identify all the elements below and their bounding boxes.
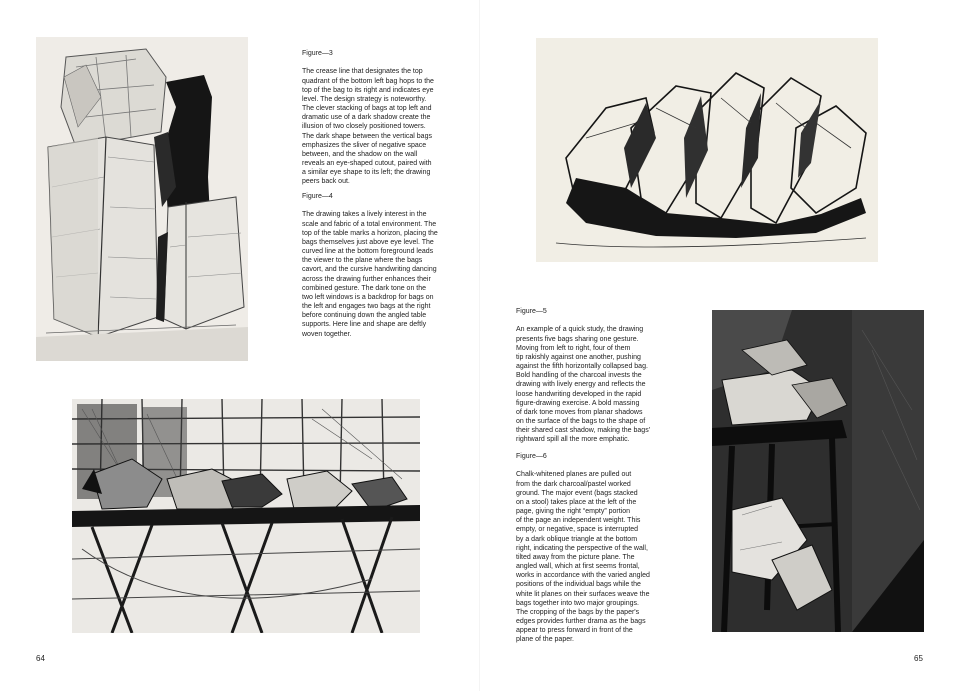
caption-label: Figure—4 xyxy=(302,193,333,201)
caption-text: The drawing takes a lively interest in the scale and fabric of a total environment. The top of the table marks a horizon, placing the bags themselves just above eye level. The curved line at the bottom foreground leads the viewer to the plane where the bags cavort, and the cursive handwriting dancing across the drawing further enhances their combined gesture. The dark tone on the two left windows is a backdrop for bags on the left and engages two bags at the right before continuing down the angled table supports. Here line and shape are deftly woven together. xyxy=(302,211,438,338)
caption-label: Figure—6 xyxy=(516,453,547,461)
figure-5-five-bags-drawing xyxy=(536,38,878,262)
figure-3-bags-drawing xyxy=(36,37,248,361)
caption-label: Figure—3 xyxy=(302,50,333,58)
caption-figure-4 xyxy=(302,183,452,348)
caption-text: Chalk-whitened planes are pulled out from the dark charcoal/pastel worked ground. The major event (bags stacked on a stool) takes place at the left of the page, giving the right “empty” portion of the page an independent weight. This empty, or negative, space is interrupted by a dark oblique triangle at the bottom right, indicating the perspective of the wall, tilted away from the picture plane. The angled wall, which at first seems frontal, works in accordance with the varied angled positions of the individual bags while the white lit planes on their surfaces weave the bags together into two major groupings. The cropping of the bags by the paper's edges provides further drama as the bags appear to press forward in front of the plane of the paper. xyxy=(516,471,650,644)
figure-4-table-drawing xyxy=(72,399,420,633)
caption-figure-5 xyxy=(516,298,666,454)
page-number-right: 65 xyxy=(914,654,923,663)
caption-text: The crease line that designates the top quadrant of the bottom left bag hops to the top of the bag to its right and indicates eye level. The design strategy is noteworthy. The clever stacking of bags at top left and dramatic use of a dark shadow create the illusion of two closely positioned towers. The dark shape between the vertical bags emphasizes the sliver of negative space between, and the shadow on the wall reveals an eye-shaped cutout, paired with a similar eye shape to its left; the drawing peers back out. xyxy=(302,68,434,186)
caption-figure-3 xyxy=(302,40,452,196)
page-number-left: 64 xyxy=(36,654,45,663)
caption-text: An example of a quick study, the drawing presents five bags sharing one gesture. Moving from left to right, four of them tip rakishly against one another, pushing against the fifth horizontally collapsed bag. Bold handling of the charcoal invests the drawing with lively energy and reflects the loose handwriting developed in the rapid figure-drawing exercise. A bold massing of dark tone moves from planar shadows on the surface of the bags to the shape of their shared cast shadow, making the bags' rightward spill all the more emphatic. xyxy=(516,326,651,444)
right-page xyxy=(480,0,960,691)
figure-6-stool-drawing xyxy=(712,310,924,632)
caption-figure-6 xyxy=(516,443,666,654)
caption-label: Figure—5 xyxy=(516,308,547,316)
